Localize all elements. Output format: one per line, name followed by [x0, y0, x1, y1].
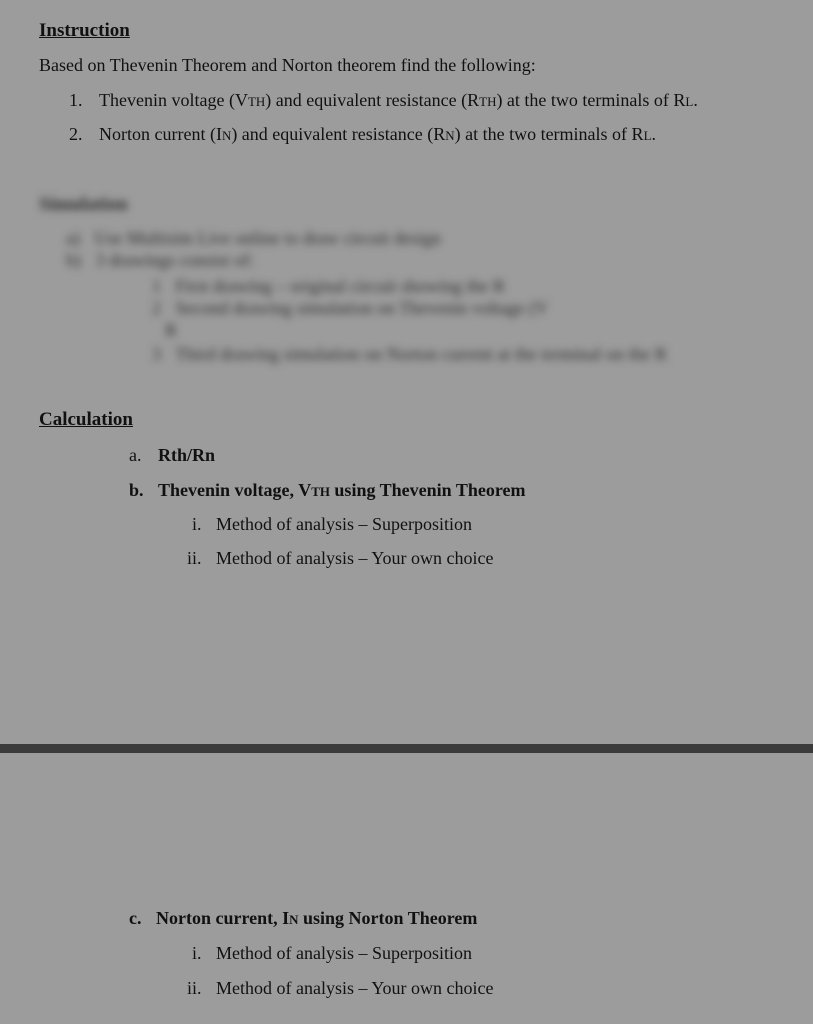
- calculation-item-a: [129, 445, 215, 466]
- item-text: Second drawing simulation on Thevenin voltage (V: [175, 298, 549, 318]
- subscript: N: [289, 912, 299, 927]
- instruction-item-1: [69, 90, 698, 111]
- item-label: using Norton Theorem: [298, 908, 478, 928]
- instruction-item-2: [69, 124, 656, 145]
- simulation-subitem-3: [152, 344, 667, 365]
- subscript: TH: [479, 94, 497, 109]
- calculation-c-method-1: [192, 943, 472, 964]
- list-marker: 1.: [69, 90, 83, 110]
- calculation-b-method-1: [192, 514, 472, 535]
- instruction-heading: Instruction: [39, 20, 130, 41]
- subscript: L: [685, 94, 694, 109]
- list-marker: c.: [129, 908, 142, 928]
- instruction-intro: Based on Thevenin Theorem and Norton theorem find the following:: [39, 55, 536, 75]
- item-text: ) and equivalent resistance (R: [265, 90, 480, 110]
- list-marker: 1: [152, 276, 161, 296]
- simulation-subitem-1: [152, 276, 505, 297]
- list-marker: 2.: [69, 124, 83, 144]
- subscript: N: [221, 128, 232, 143]
- simulation-subitem-2: [152, 298, 548, 319]
- list-marker: b): [66, 250, 81, 270]
- subscript: N: [445, 128, 455, 143]
- item-text: 3 drawings consist of:: [95, 250, 254, 270]
- page-separator: [0, 744, 813, 753]
- item-text: Norton current (I: [99, 124, 222, 144]
- item-text: Use Multisim Live online to draw circuit design: [94, 228, 441, 248]
- subscript: TH: [247, 94, 266, 109]
- list-marker: a): [66, 228, 80, 248]
- simulation-heading: Simulation: [39, 194, 128, 215]
- item-label: Norton current, I: [156, 908, 290, 928]
- simulation-subitem-2-cont: R: [165, 320, 178, 340]
- calculation-b-method-2: [187, 548, 494, 569]
- item-text: .: [651, 124, 656, 144]
- calculation-heading: Calculation: [39, 409, 133, 430]
- item-text: Method of analysis – Your own choice: [216, 548, 494, 568]
- item-label: Thevenin voltage, V: [158, 480, 312, 500]
- item-text: First drawing – original circuit showing the R: [175, 276, 505, 296]
- list-marker: 3: [152, 344, 161, 364]
- item-label: using Thevenin Theorem: [329, 480, 526, 500]
- item-text: Thevenin voltage (V: [99, 90, 248, 110]
- list-marker: 2: [152, 298, 161, 318]
- item-text: Method of analysis – Superposition: [216, 943, 472, 963]
- calculation-c-method-2: [187, 978, 494, 999]
- item-text: Method of analysis – Superposition: [216, 514, 472, 534]
- item-text: Method of analysis – Your own choice: [216, 978, 494, 998]
- list-marker: i.: [192, 514, 202, 534]
- subscript: TH: [311, 484, 330, 499]
- item-text: ) and equivalent resistance (R: [231, 124, 446, 144]
- subscript: L: [643, 128, 652, 143]
- list-marker: ii.: [187, 548, 202, 568]
- list-marker: a.: [129, 445, 142, 465]
- list-marker: i.: [192, 943, 202, 963]
- simulation-item-a: [66, 228, 441, 249]
- list-marker: ii.: [187, 978, 202, 998]
- item-text: ) at the two terminals of R: [496, 90, 686, 110]
- item-text: Third drawing simulation on Norton current at the terminal on the R: [175, 344, 667, 364]
- item-text: .: [693, 90, 698, 110]
- list-marker: b.: [129, 480, 144, 500]
- calculation-item-b: [129, 480, 525, 501]
- calculation-item-c: [129, 908, 477, 929]
- simulation-item-b: [66, 250, 254, 271]
- item-label: Rth/Rn: [158, 445, 216, 465]
- item-text: ) at the two terminals of R: [454, 124, 644, 144]
